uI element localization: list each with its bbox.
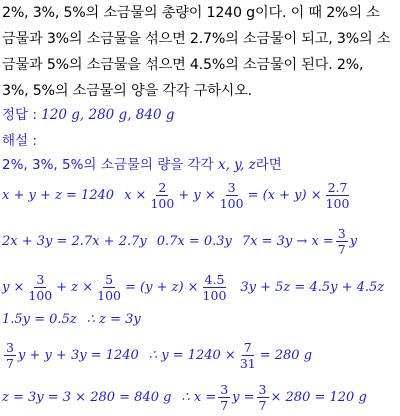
- eq4-b: ∴ z = 3y: [86, 312, 141, 327]
- eq1-plus-y: + y ×: [178, 188, 216, 203]
- fraction: $\frac{3}{100}$: [219, 180, 244, 211]
- eq4-a: 1.5y = 0.5z: [2, 312, 77, 327]
- eq3-d: 3y + 5z = 4.5y + 4.5z: [240, 280, 385, 295]
- eq6-a: z = 3y = 3 × 280 = 840 g: [2, 390, 172, 405]
- intro-text: 2%, 3%, 5%의 소금물의 량을 각각: [2, 157, 214, 173]
- eq1-x-times: x ×: [124, 188, 147, 203]
- fraction: $\frac{3}{100}$: [28, 272, 53, 303]
- problem-line: 금물과 5%의 소금물을 섞으면 4.5%의 소금물이 된다. 2%,: [2, 57, 364, 73]
- intro-suffix: 라면: [255, 157, 282, 173]
- eq2-d: y: [349, 234, 358, 249]
- eq2-c: 7x = 3y → x =: [241, 234, 334, 249]
- fraction: $\frac{2.7}{100}$: [325, 180, 350, 211]
- eq1-sum: x + y + z = 1240: [2, 188, 115, 203]
- fraction: $\frac{3}{7}$: [258, 382, 267, 413]
- eq5-c: = 280 g: [259, 348, 313, 363]
- fraction: $\frac{3}{7}$: [220, 382, 229, 413]
- fraction: $\frac{4.5}{100}$: [202, 272, 227, 303]
- eq6-c: y =: [232, 390, 255, 405]
- problem-line: 금물과 3%의 소금물을 섞으면 2.7%의 소금물이 되고, 3%의 소: [2, 31, 391, 47]
- fraction: $\frac{5}{100}$: [97, 272, 121, 303]
- fraction: $\frac{2}{100}$: [150, 180, 175, 211]
- eq3-c: = (y + z) ×: [125, 280, 199, 295]
- fraction: 3 7: [6, 340, 14, 371]
- problem-line: 2%, 3%, 5%의 소금물의 총량이 1240 g이다. 이 때 2%의 소: [2, 5, 380, 21]
- problem-text: [2, 0, 398, 104]
- eq1-rhs: = (x + y) ×: [247, 188, 322, 203]
- answer-label: 정답 :: [2, 107, 37, 123]
- problem-line: 3%, 5%의 소금물의 양을 각각 구하시오.: [2, 83, 252, 99]
- answer-values: 120 g, 280 g, 840 g: [41, 107, 175, 123]
- eq6-d: × 280 = 120 g: [270, 390, 367, 405]
- fraction: $\frac{7}{31}$: [239, 340, 256, 371]
- fraction: $\frac{3}{7}$: [337, 226, 346, 257]
- eq3-b: + z ×: [56, 280, 94, 295]
- eq3-a: y ×: [2, 280, 25, 295]
- eq2-a: 2x + 3y = 2.7x + 2.7y: [2, 234, 147, 249]
- equation-1: [2, 180, 353, 211]
- equation-3: [2, 272, 384, 303]
- eq5-b: ∴ y = 1240 ×: [148, 348, 236, 363]
- eq2-b: 0.7x = 0.3y: [156, 234, 232, 249]
- intro-vars: x, y, z: [217, 157, 256, 173]
- solution-intro: [2, 153, 282, 173]
- equation-5: [2, 340, 312, 371]
- eq5-a: y + y + 3y = 1240: [17, 348, 139, 363]
- answer-line: [2, 103, 175, 123]
- solution-label: 해설 :: [2, 133, 37, 149]
- equation-4: [2, 312, 141, 327]
- eq6-b: ∴ x =: [181, 390, 217, 405]
- equation-2: [2, 226, 357, 257]
- equation-6: [2, 382, 367, 413]
